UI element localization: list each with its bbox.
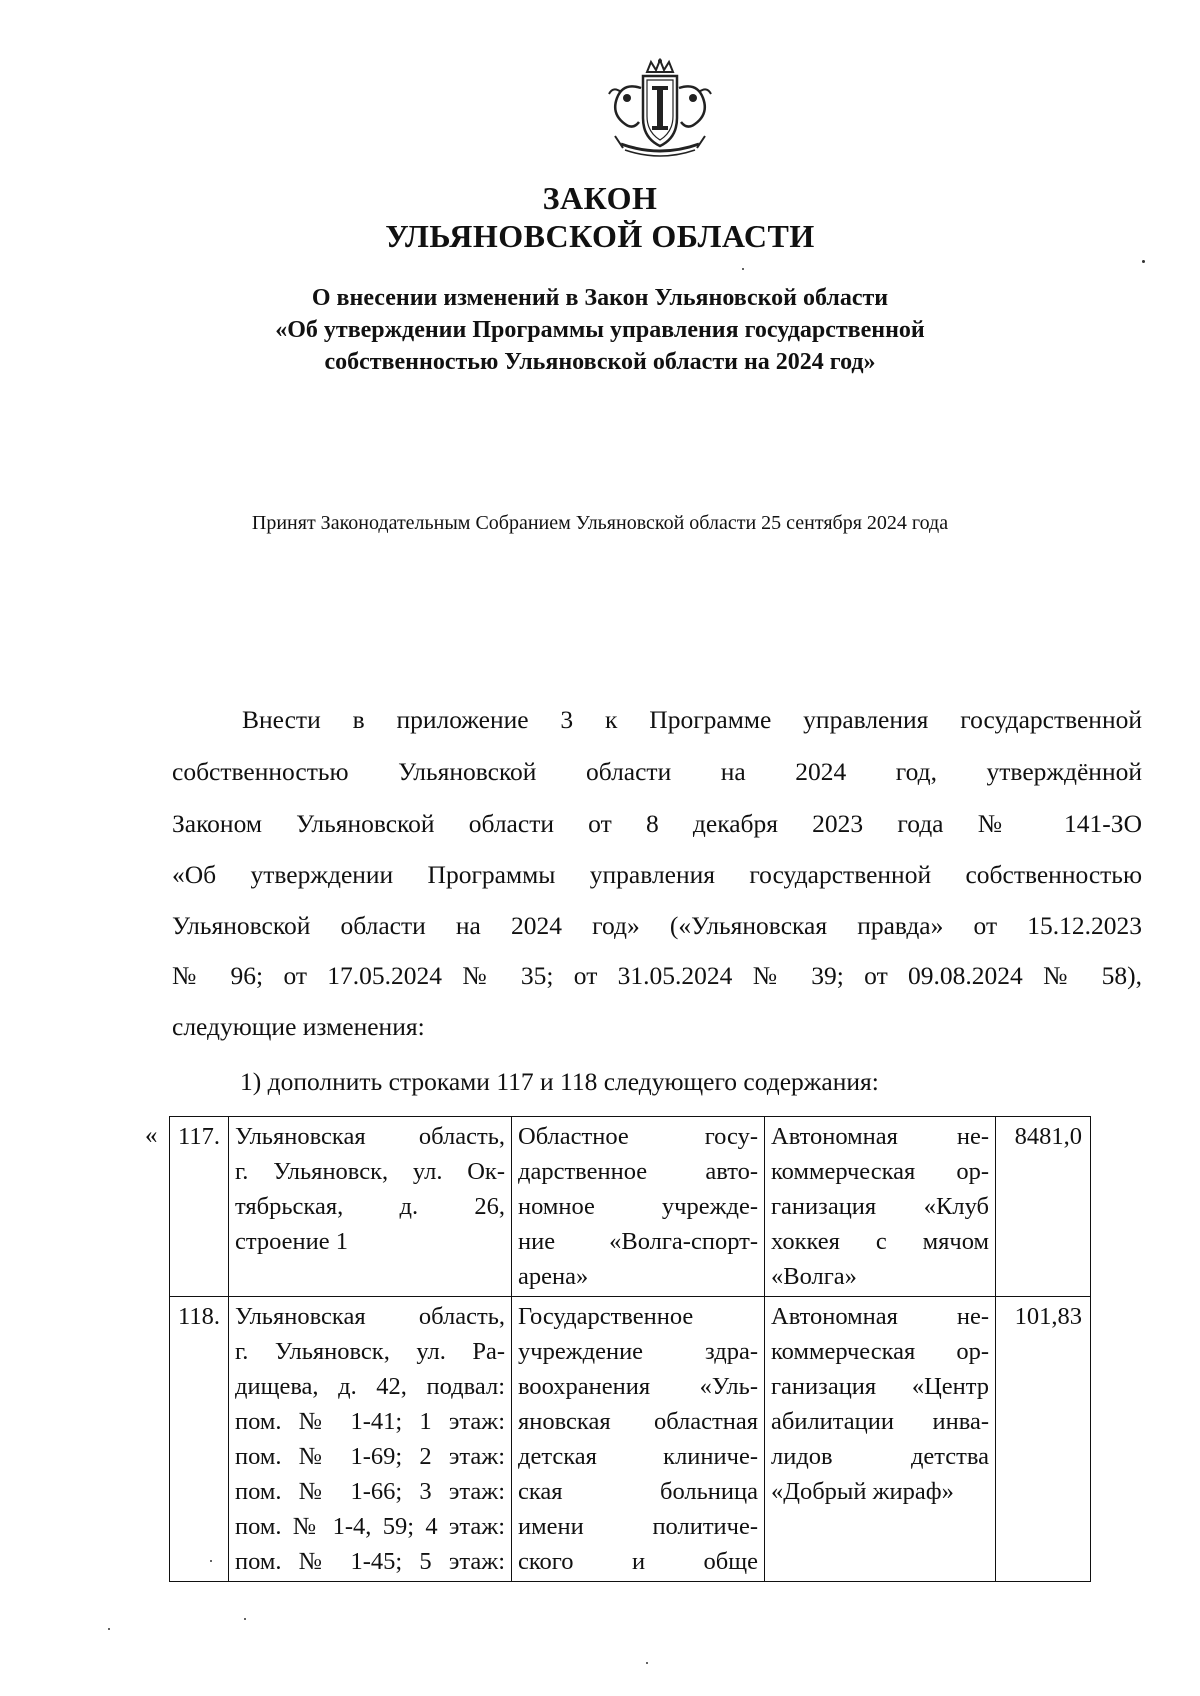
- user-line: Автономная не-: [771, 1303, 989, 1330]
- holder-line: ского и обще: [518, 1548, 758, 1575]
- holder-line: детская клиниче-: [518, 1443, 758, 1470]
- address-line: пом. № 1-4, 59; 4 этаж:: [235, 1513, 505, 1540]
- row-number: 118.: [170, 1297, 229, 1582]
- scan-speck: [244, 1618, 246, 1620]
- address-line: г. Ульяновск, ул. Ок-: [235, 1158, 505, 1185]
- row-number: 117.: [170, 1117, 229, 1297]
- scan-speck: [1142, 260, 1145, 263]
- holder-line: ние «Волга-спорт-: [518, 1228, 758, 1255]
- law-subtitle-line1: О внесении изменений в Закон Ульяновской области: [311, 285, 889, 311]
- table-row: [170, 1297, 1091, 1582]
- body-line: следующие изменения:: [172, 1012, 425, 1041]
- body-line: Ульяновской области на 2024 год» («Ульяновская правда» от 15.12.2023: [172, 911, 1142, 940]
- address-line: строение 1: [235, 1228, 349, 1255]
- law-subtitle-line3: собственностью Ульяновской области на 2024 год»: [324, 349, 876, 375]
- holder-line: арена»: [518, 1263, 589, 1290]
- body-line: № 96; от 17.05.2024 № 35; от 31.05.2024 № 39; от 09.08.2024 № 58),: [172, 961, 1142, 990]
- address-line: пом. № 1-66; 3 этаж:: [235, 1478, 505, 1505]
- address-line: пом. № 1-41; 1 этаж:: [235, 1408, 505, 1435]
- address-cell: [229, 1297, 512, 1582]
- amendment-table: [169, 1116, 1091, 1582]
- user-cell: [765, 1117, 996, 1297]
- body-line: Законом Ульяновской области от 8 декабря 2023 года № 141-ЗО: [172, 809, 1142, 838]
- user-line: ганизация «Центр: [771, 1373, 989, 1400]
- holder-line: ская больница: [518, 1478, 758, 1505]
- law-title-line2: УЛЬЯНОВСКОЙ ОБЛАСТИ: [385, 218, 815, 254]
- user-line: «Добрый жираф»: [771, 1478, 954, 1505]
- area-cell: 8481,0: [996, 1117, 1091, 1297]
- holder-line: номное учрежде-: [518, 1193, 758, 1220]
- scan-speck: [646, 1662, 648, 1664]
- opening-quote: «: [145, 1122, 158, 1149]
- user-line: коммерческая ор-: [771, 1338, 989, 1365]
- address-line: пом. № 1-45; 5 этаж:: [235, 1548, 505, 1575]
- user-line: ганизация «Клуб: [771, 1193, 989, 1220]
- user-line: абилитации инва-: [771, 1408, 989, 1435]
- user-line: «Волга»: [771, 1263, 857, 1290]
- law-title-line1: ЗАКОН: [542, 180, 658, 216]
- holder-line: имени политиче-: [518, 1513, 758, 1540]
- list-item-1: 1) дополнить строками 117 и 118 следующего содержания:: [240, 1067, 879, 1096]
- holder-line: учреждение здра-: [518, 1338, 758, 1365]
- body-line: Внести в приложение 3 к Программе управления государственной: [242, 705, 1142, 734]
- user-line: коммерческая ор-: [771, 1158, 989, 1185]
- holder-line: дарственное авто-: [518, 1158, 758, 1185]
- address-line: тябрьская, д. 26,: [235, 1193, 505, 1220]
- user-cell: [765, 1297, 996, 1582]
- holder-line: яновская областная: [518, 1408, 758, 1435]
- scan-speck: [108, 1628, 110, 1630]
- address-line: Ульяновская область,: [235, 1123, 505, 1150]
- address-line: г. Ульяновск, ул. Ра-: [235, 1338, 505, 1365]
- law-subtitle-line2: «Об утверждении Программы управления государственной: [275, 317, 925, 343]
- holder-cell: [512, 1297, 765, 1582]
- user-line: Автономная не-: [771, 1123, 989, 1150]
- user-line: лидов детства: [771, 1443, 989, 1470]
- scan-speck: [210, 1560, 212, 1562]
- address-cell: [229, 1117, 512, 1297]
- address-line: пом. № 1-69; 2 этаж:: [235, 1443, 505, 1470]
- body-line: «Об утверждении Программы управления государственной собственностью: [172, 860, 1142, 889]
- user-line: хоккея с мячом: [771, 1228, 989, 1255]
- holder-line: Областное госу-: [518, 1123, 758, 1150]
- scan-speck: [742, 268, 744, 270]
- coat-of-arms-icon: [601, 58, 719, 162]
- holder-cell: [512, 1117, 765, 1297]
- adoption-statement: Принят Законодательным Собранием Ульяновской области 25 сентября 2024 года: [251, 512, 949, 534]
- area-cell: 101,83: [996, 1297, 1091, 1582]
- holder-line: Государственное: [518, 1303, 694, 1330]
- address-line: Ульяновская область,: [235, 1303, 505, 1330]
- holder-line: воохранения «Уль-: [518, 1373, 758, 1400]
- address-line: дищева, д. 42, подвал:: [235, 1373, 505, 1400]
- table-row: [170, 1117, 1091, 1297]
- body-line: собственностью Ульяновской области на 2024 год, утверждённой: [172, 757, 1142, 786]
